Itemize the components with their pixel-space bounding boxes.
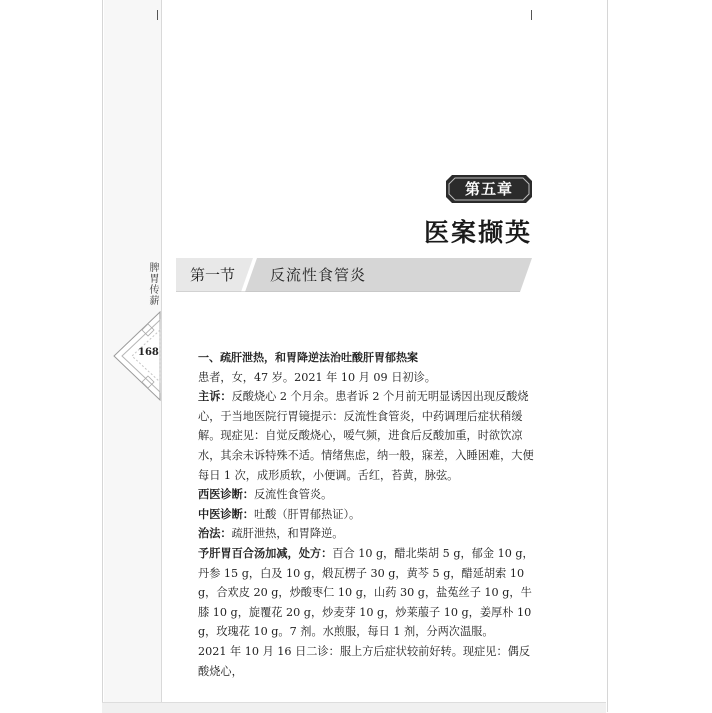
case-heading: 一、疏肝泄热，和胃降逆法治吐酸肝胃郁热案 [198,351,418,364]
section-title: 反流性食管炎 [270,266,367,284]
tcm-dx-label: 中医诊断： [198,507,254,521]
chapter-title: 医案撷英 [423,218,532,247]
tcm-diagnosis [198,505,534,525]
second-visit: 2021 年 10 月 16 日二诊：服上方后症状较前好转。现症见：偶反酸烧心， [198,644,531,678]
prescription-label: 予肝胃百合汤加减，处方： [198,546,333,560]
treatment-text: 疏肝泄热，和胃降逆。 [231,527,344,541]
western-dx-label: 西医诊断： [198,488,254,502]
section-number: 第一节 [190,266,236,284]
complaint-text: 反酸烧心 2 个月余。患者诉 2 个月前无明显诱因出现反酸烧心，于当地医院行胃镜提示：反流性食管炎，中药调理后症状稍缓解。现症见：自觉反酸烧心，嗳气频，进食后反酸加重，时欲饮凉水，其余未诉特殊不适。情绪焦虑，纳一般，寐差，入睡困难，大便每日 1 次，成形质软，小便调。舌红，苔黄，脉弦。 [198,390,534,482]
treatment-principle [198,524,534,544]
tcm-dx-text: 吐酸（肝胃郁热证）。 [253,507,361,521]
crop-mark [157,10,158,20]
prescription-paragraph [198,544,534,642]
western-dx-text: 反流性食管炎。 [253,488,333,502]
intro-text: 患者，女，47 岁。2021 年 10 月 09 日初诊。 [198,370,436,384]
complaint-paragraph [198,387,534,485]
page-bottom-edge [102,702,606,713]
running-book-title: 脾胃传薪 [147,262,158,306]
treatment-label: 治法： [198,527,232,541]
case-body [198,348,534,681]
crop-mark [531,10,532,20]
case-intro [198,368,534,388]
prescription-text: 百合 10 g，醋北柴胡 5 g，郁金 10 g，丹参 15 g，白及 10 g，煅瓦楞子 30 g，黄芩 5 g，醋延胡索 10 g，合欢皮 20 g，炒酸枣仁 10 g，山药 30 g，盐菟丝子 10 g，牛膝 10 g，旋覆花 20 g，炒麦芽 10 g，炒莱菔子 10 g，姜厚朴 10 g，玫瑰花 10 g。7 剂。水煎服，每日 1 剂，分两次温服。 [198,546,534,639]
page-number: 168 [138,347,159,358]
western-diagnosis [198,485,534,505]
chapter-number: 第五章 [464,180,513,198]
complaint-label: 主诉： [198,390,232,404]
